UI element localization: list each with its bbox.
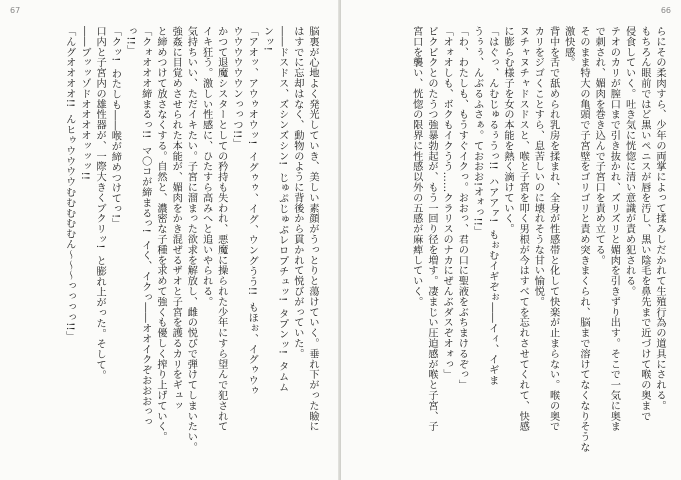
right-line: 「わ、わたしも、もうすぐイクっ。おおっ、君の口に聖液をぶちまけるぞっ」 <box>456 26 468 390</box>
left-line: はすでに忘却はなく、動物のように背後から貫かれて悦びがっていた。 <box>291 26 303 359</box>
left-line: ンッ! <box>261 26 273 52</box>
right-line: で刺され、媚肉を巻き込んで子宮口を責め立てる。 <box>593 26 605 266</box>
page-number-right: 66 <box>660 6 671 15</box>
left-line: 脳裏が心地よく発光していき、美しい素顔がうっとりと蕩けていく。垂れ下がった瞼に <box>307 26 318 432</box>
left-line: っ!!」 <box>124 26 136 56</box>
left-line: 「アオッ、アウゥオウッ! イグゥゥ、イグ、ウングうう!! もほぉ、イグゥウゥ <box>246 26 258 396</box>
right-line: 「オォオしも、ボクもイクうう……クラリスのナカにぜんぶダスぞオォっ」 <box>441 26 453 380</box>
right-line: 宮口を襲い、恍惚の限界に性感以外の五感が麻痺していく。 <box>410 26 422 307</box>
left-line: 「クォオオオ締まるっ!! マ〇コが締まるっ! イく、イクっ――オオイクぞおおおっっ <box>139 26 151 428</box>
left-line: イキ狂う。激しい性感に、ひたすら高みへと追いやられる。 <box>200 26 212 307</box>
left-line: ――ドスドス、ズシンズシン! じゅぷじゅぷレロプチュッ! タプンッ! タムム <box>276 26 288 393</box>
right-line: 激快感。 <box>562 26 574 68</box>
left-line: 気持ちいい、ただイキたい。子宮に溜まった欲求を解放し、雌の悦びで弾けてしまいたい。 <box>185 26 197 453</box>
left-line: ウウウウウウンっっつ!!」 <box>230 26 242 149</box>
right-line: カリをジゴくことすら、息苦しいのに壊れそうな甘い愉悦。 <box>532 26 544 307</box>
left-line: ――ブッッゾドオオオオッッッ!! <box>78 26 90 181</box>
right-line: 侵食していく。吐き気に恍惚に清い意識が責め犯される。 <box>623 26 635 297</box>
left-line: 強姦に目覚めさせられた本能が、媚肉をかき混ぜるザオと子宮を護るカリをギュッ <box>170 26 182 411</box>
right-line: うぅぅ、んぶるふさぁ。ておおお!オォっ!!」 <box>471 26 483 237</box>
right-line: らにその柔肉すら、少年の両掌によって揉みしだかれて生殖行為の道具にされる。 <box>654 26 665 411</box>
right-line: 背中を舌で舐められ乳房を揉まれ、全身が性感帯と化して快楽が止まらない。喉の奥で <box>547 26 559 432</box>
right-line: 「はぐっ、んむじゅるぅうっ!! ハアアァ! もぉむイギぞぉ――イィ、イギま <box>486 26 498 386</box>
left-line: 口内と子宮内の雄性器が、一際大きくブクリッ! と膨れ上がった。そして。 <box>94 26 106 381</box>
left-line: と締めつけて放さなくする。自然と、濃密な子種を求めて強くも優しく搾り上げていく。 <box>154 26 166 442</box>
right-line: もちろん眼前ではど黒いペニスが唇を汚し、黒い陰毛を鼻先まで近づけて喉の奥まで <box>638 26 650 422</box>
left-page <box>0 0 340 480</box>
right-page <box>341 0 681 480</box>
right-line: ビクビクとのたうつ強暴勃起が、もう一回り径を増す。凄まじい圧迫感が喉と子宮、子 <box>425 26 437 432</box>
right-page-text <box>353 26 667 456</box>
page-number-left: 67 <box>10 6 21 15</box>
right-line: に膨らむ様子を女の本能を熱く滴けていく。 <box>501 26 513 234</box>
right-line: ヌチャヌチャドスドスと、喉と子宮を叩く男根が今はすべてを忘れさせてくれて、快感 <box>517 26 529 432</box>
left-line: 「クッ! わたしも――喉が締めつけてっ!」 <box>109 26 121 229</box>
right-line: テオのカリが膣口まで引き抜かれ、ズリズリと媚肉を引きずり出す。そこで一気に奥ま <box>608 26 620 432</box>
left-line: かつて退魔シスターとしての矜持も失われ、悪魔に操られた少年にすら望んで犯されて <box>215 26 227 432</box>
right-line: そのまま特大の亀頭で子宮壁をゴリゴリと責め突きまくられ、脳まで溶けてなくなりそうな <box>577 26 589 453</box>
left-line: 「んグオオオオ!! んヒゥウウウウむむむむむん〜〜〜っっっっ!!」 <box>63 26 75 342</box>
left-page-text <box>40 26 320 456</box>
